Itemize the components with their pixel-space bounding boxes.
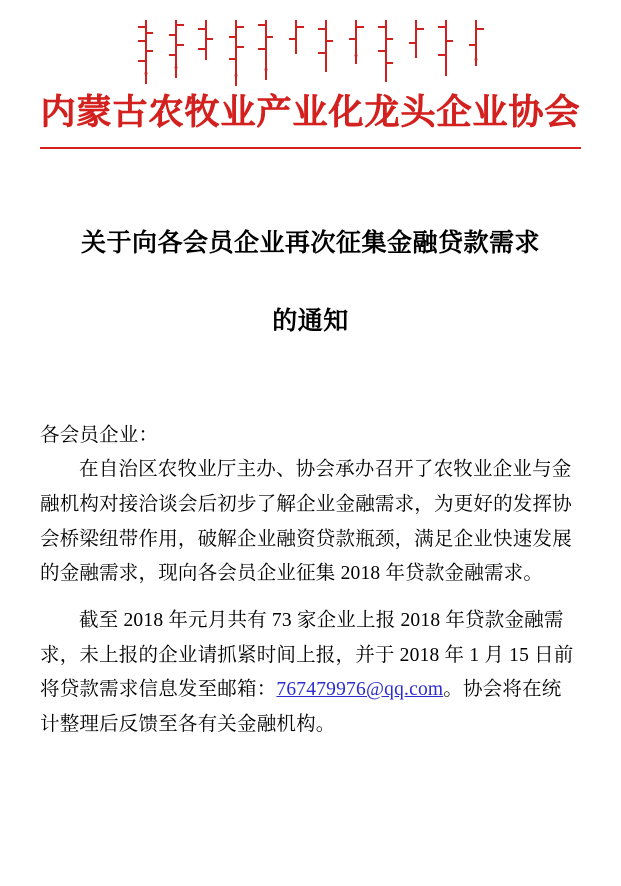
document-body: [40, 419, 581, 743]
mongolian-glyph: [409, 18, 423, 90]
page-title-line-2: 的通知: [272, 305, 349, 335]
mongolian-glyph: [199, 18, 213, 90]
paragraph-2-before-email: 截至 2018 年元月共有 73 家企业上报 2018 年贷款金融需求，未上报的企业请抓紧时间上报，并于 2018 年 1 月 15 日前将贷款需求信息发至邮箱：: [40, 610, 574, 701]
page-title-line-1: 关于向各会员企业再次征集金融贷款需求: [80, 227, 540, 257]
page-title: [40, 223, 581, 341]
mongolian-glyph: [349, 18, 363, 90]
paragraph-2-after-email: 。协会将在统计整理后反馈至各有关金融机构。: [40, 679, 562, 736]
letterhead: [40, 0, 581, 149]
mongolian-glyph: [379, 18, 393, 90]
email-link[interactable]: 767479976@qq.com: [276, 679, 444, 701]
mongolian-glyph: [319, 18, 333, 90]
organization-name: 内蒙古农牧业产业化龙头企业协会: [40, 93, 581, 133]
mongolian-glyph: [169, 18, 183, 90]
mongolian-glyph: [259, 18, 273, 90]
mongolian-script-header: [40, 18, 581, 90]
mongolian-glyph: [469, 18, 483, 90]
header-rule: [40, 147, 581, 149]
mongolian-glyph: [439, 18, 453, 90]
paragraph-1: 在自治区农牧业厅主办、协会承办召开了农牧业企业与金融机构对接洽谈会后初步了解企业金融需求，为更好的发挥协会桥梁纽带作用，破解企业融资贷款瓶颈，满足企业快速发展的金融需求，现向各会员企业征集 2018 年贷款金融需求。: [40, 459, 572, 585]
mongolian-glyph: [229, 18, 243, 90]
mongolian-glyph: [289, 18, 303, 90]
salutation: 各会员企业：: [40, 424, 159, 446]
mongolian-glyph: [139, 18, 153, 90]
paragraph-2: [40, 604, 581, 743]
